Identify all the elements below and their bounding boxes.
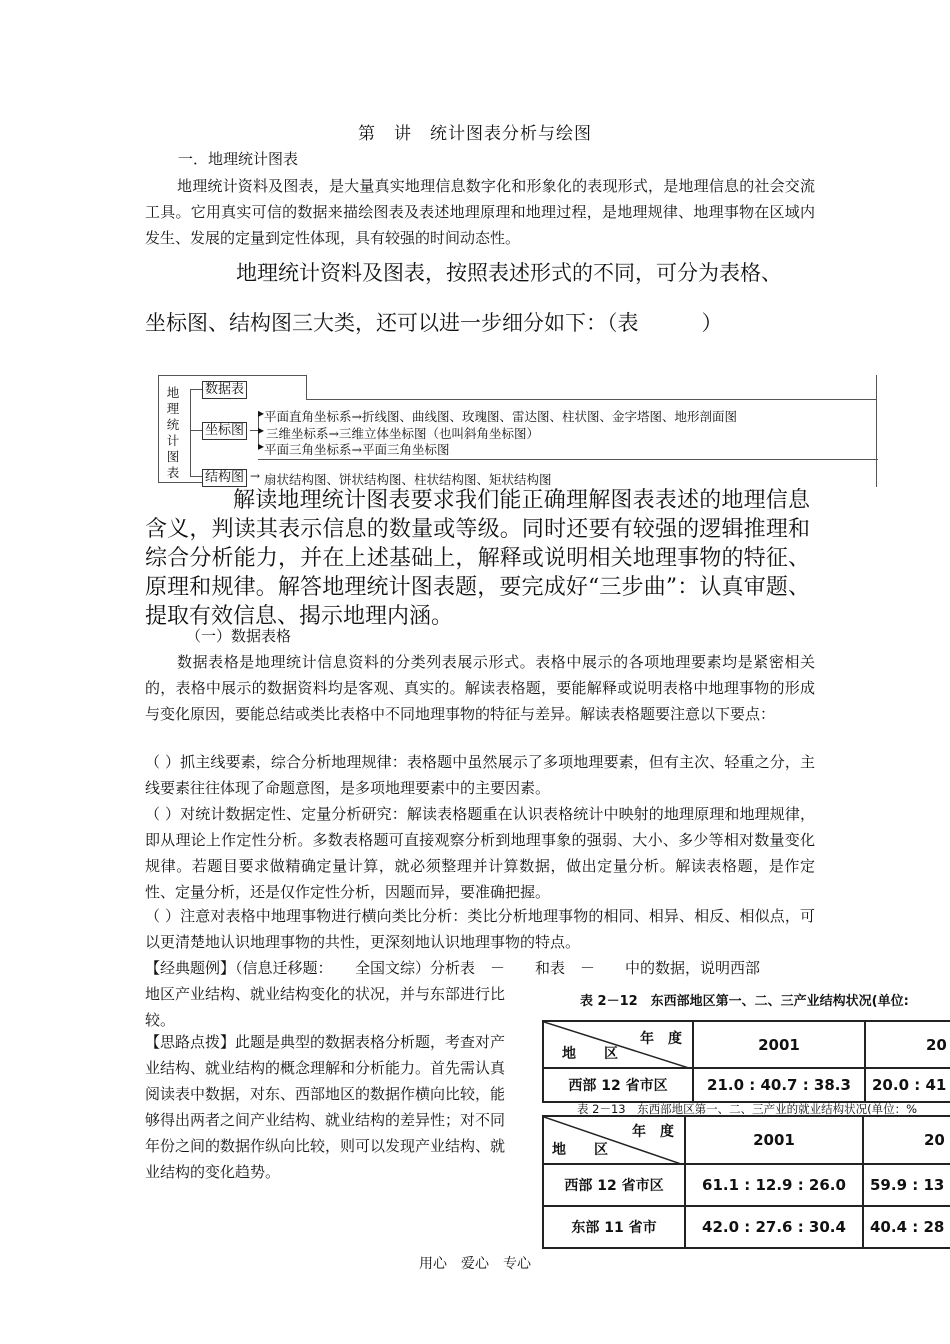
table2-row2-region: 东部 11 省市 bbox=[543, 1206, 685, 1248]
table2-row1-v1: 61.1 : 12.9 : 26.0 bbox=[685, 1164, 863, 1206]
data-table-node: 数据表 bbox=[202, 381, 247, 399]
table2-caption: 表 2－13 东西部地区第一、二、三产业的就业结构状况(单位：% bbox=[577, 1102, 918, 1116]
table1-row-v2: 20.0 : 41 bbox=[865, 1068, 950, 1102]
arrow-icon: ▸ bbox=[258, 439, 265, 453]
coord-item-1: 平面直角坐标系→折线图、曲线图、玫瑰图、雷达图、柱状图、金字塔图、地形剖面图 bbox=[264, 409, 737, 424]
thinking-paragraph: 【思路点拨】此题是典型的数据表格分析题，考查对产业结构、就业结构的概念理解和分析能力。首先需认真阅读表中数据，对东、西部地区的数据作横向比较，能够得出两者之间产业结构、就业结构的差异性；对不同年份之间的数据作纵向比较，则可以发现产业结构、就业结构的变化趋势。 bbox=[145, 1033, 506, 1181]
table2-col-2001: 2001 bbox=[685, 1116, 863, 1164]
structure-chart-node: 结构图 bbox=[202, 469, 247, 487]
interpretation-paragraph: 解读地理统计图表要求我们能正确理解图表表述的地理信息含义，判读其表示信息的数量或等级。同时还要有较强的逻辑推理和综合分析能力，并在上述基础上，解释或说明相关地理事物的特征、原理和规律。解答地理统计图表题，要完成好“三步曲”：认真审题、提取有效信息、揭示地理内涵。 bbox=[145, 488, 810, 629]
point-1: （ ）抓主线要素，综合分析地理规律：表格题中虽然展示了多项地理要素，但有主次、轻重之分，主线要素往往体现了命题意图，是多项地理要素中的主要因素。 bbox=[145, 753, 815, 797]
classification-diagram bbox=[158, 375, 878, 487]
table2-row1-region: 西部 12 省市区 bbox=[543, 1164, 685, 1206]
intro-paragraph: 地理统计资料及图表，是大量真实地理信息数字化和形象化的表现形式，是地理信息的社会交流工具。它用真实可信的数据来描绘图表及表述地理原理和地理过程，是地理规律、地理事物在区域内发生、发展的定量到定性体现，具有较强的时间动态性。 bbox=[145, 177, 815, 247]
example-question: 地区产业结构、就业结构变化的状况，并与东部进行比较。 bbox=[145, 985, 506, 1029]
table2-header-corner bbox=[543, 1116, 685, 1164]
struct-item-1: 扇状结构图、饼状结构图、柱状结构图、矩状结构图 bbox=[264, 472, 552, 487]
table1-col-2001: 2001 bbox=[693, 1021, 865, 1068]
industry-structure-table bbox=[542, 1020, 950, 1103]
section-heading: 一．地理统计图表 bbox=[178, 150, 299, 168]
table1-row-v1: 21.0 : 40.7 : 38.3 bbox=[693, 1068, 865, 1102]
table2-year-label: 年 度 bbox=[632, 1124, 674, 1140]
table-row bbox=[543, 1164, 950, 1206]
table-row bbox=[543, 1068, 950, 1102]
arrow-icon: ▸ bbox=[258, 423, 265, 437]
table2-row2-v2: 40.4 : 28 bbox=[863, 1206, 950, 1248]
classification-text-line2: 坐标图、结构图三大类，还可以进一步细分如下：（表 ） bbox=[145, 311, 723, 335]
page-title: 第 讲 统计图表分析与绘图 bbox=[358, 124, 592, 144]
subsection-heading: （一）数据表格 bbox=[186, 627, 292, 645]
arrow-icon: ▸ bbox=[258, 406, 265, 420]
coord-item-2: 三维坐标系→三维立体坐标图（也叫斜角坐标图） bbox=[266, 426, 539, 441]
page-footer: 用心 爱心 专心 bbox=[419, 1256, 531, 1272]
point-3: （ ）注意对表格中地理事物进行横向类比分析：类比分析地理事物的相同、相异、相反、相似点，可以更清楚地认识地理事物的共性，更深刻地认识地理事物的特点。 bbox=[145, 907, 815, 951]
table1-year-label: 年 度 bbox=[640, 1031, 682, 1047]
example-line: 【经典题例】（信息迁移题： 全国文综）分析表 － 和表 － 中的数据，说明西部 bbox=[145, 959, 761, 977]
table-row bbox=[543, 1206, 950, 1248]
coord-item-3: 平面三角坐标系→平面三角坐标图 bbox=[264, 442, 450, 457]
table1-row-region: 西部 12 省市区 bbox=[543, 1068, 693, 1102]
table1-header-corner bbox=[543, 1021, 693, 1068]
coordinate-chart-node: 坐标图 bbox=[202, 422, 247, 440]
table1-region-label: 地 区 bbox=[562, 1046, 618, 1062]
table2-region-label: 地 区 bbox=[552, 1142, 608, 1158]
employment-structure-table bbox=[542, 1115, 950, 1249]
table2-row1-v2: 59.9 : 13 bbox=[863, 1164, 950, 1206]
point-2: （ ）对统计数据定性、定量分析研究：解读表格题重在认识表格统计中映射的地理原理和地理规律，即从理论上作定性分析。多数表格题可直接观察分析到地理事象的强弱、大小、多少等相对数量变化规律。若题目要求做精确定量计算，就必须整理并计算数据，做出定量分析。解读表格题，是作定性、定量分析，还是仅作定性分析，因题而异，要准确把握。 bbox=[145, 805, 815, 901]
table2-col-next: 20 bbox=[863, 1116, 950, 1164]
table1-col-next: 20 bbox=[865, 1021, 950, 1068]
table2-row2-v1: 42.0 : 27.6 : 30.4 bbox=[685, 1206, 863, 1248]
diagram-root-label: 地理统计图表 bbox=[166, 385, 180, 480]
data-table-paragraph: 数据表格是地理统计信息资料的分类列表展示形式。表格中展示的各项地理要素均是紧密相关的，表格中展示的数据资料均是客观、真实的。解读表格题，要能解释或说明表格中地理事物的形成与变化原因，要能总结或类比表格中不同地理事物的特征与差异。解读表格题要注意以下要点： bbox=[145, 653, 815, 723]
table1-caption: 表 2－12 东西部地区第一、二、三产业结构状况(单位: bbox=[580, 994, 909, 1009]
arrow-icon: → bbox=[250, 469, 261, 483]
classification-text-line1: 地理统计资料及图表，按照表述形式的不同，可分为表格、 bbox=[236, 261, 782, 285]
